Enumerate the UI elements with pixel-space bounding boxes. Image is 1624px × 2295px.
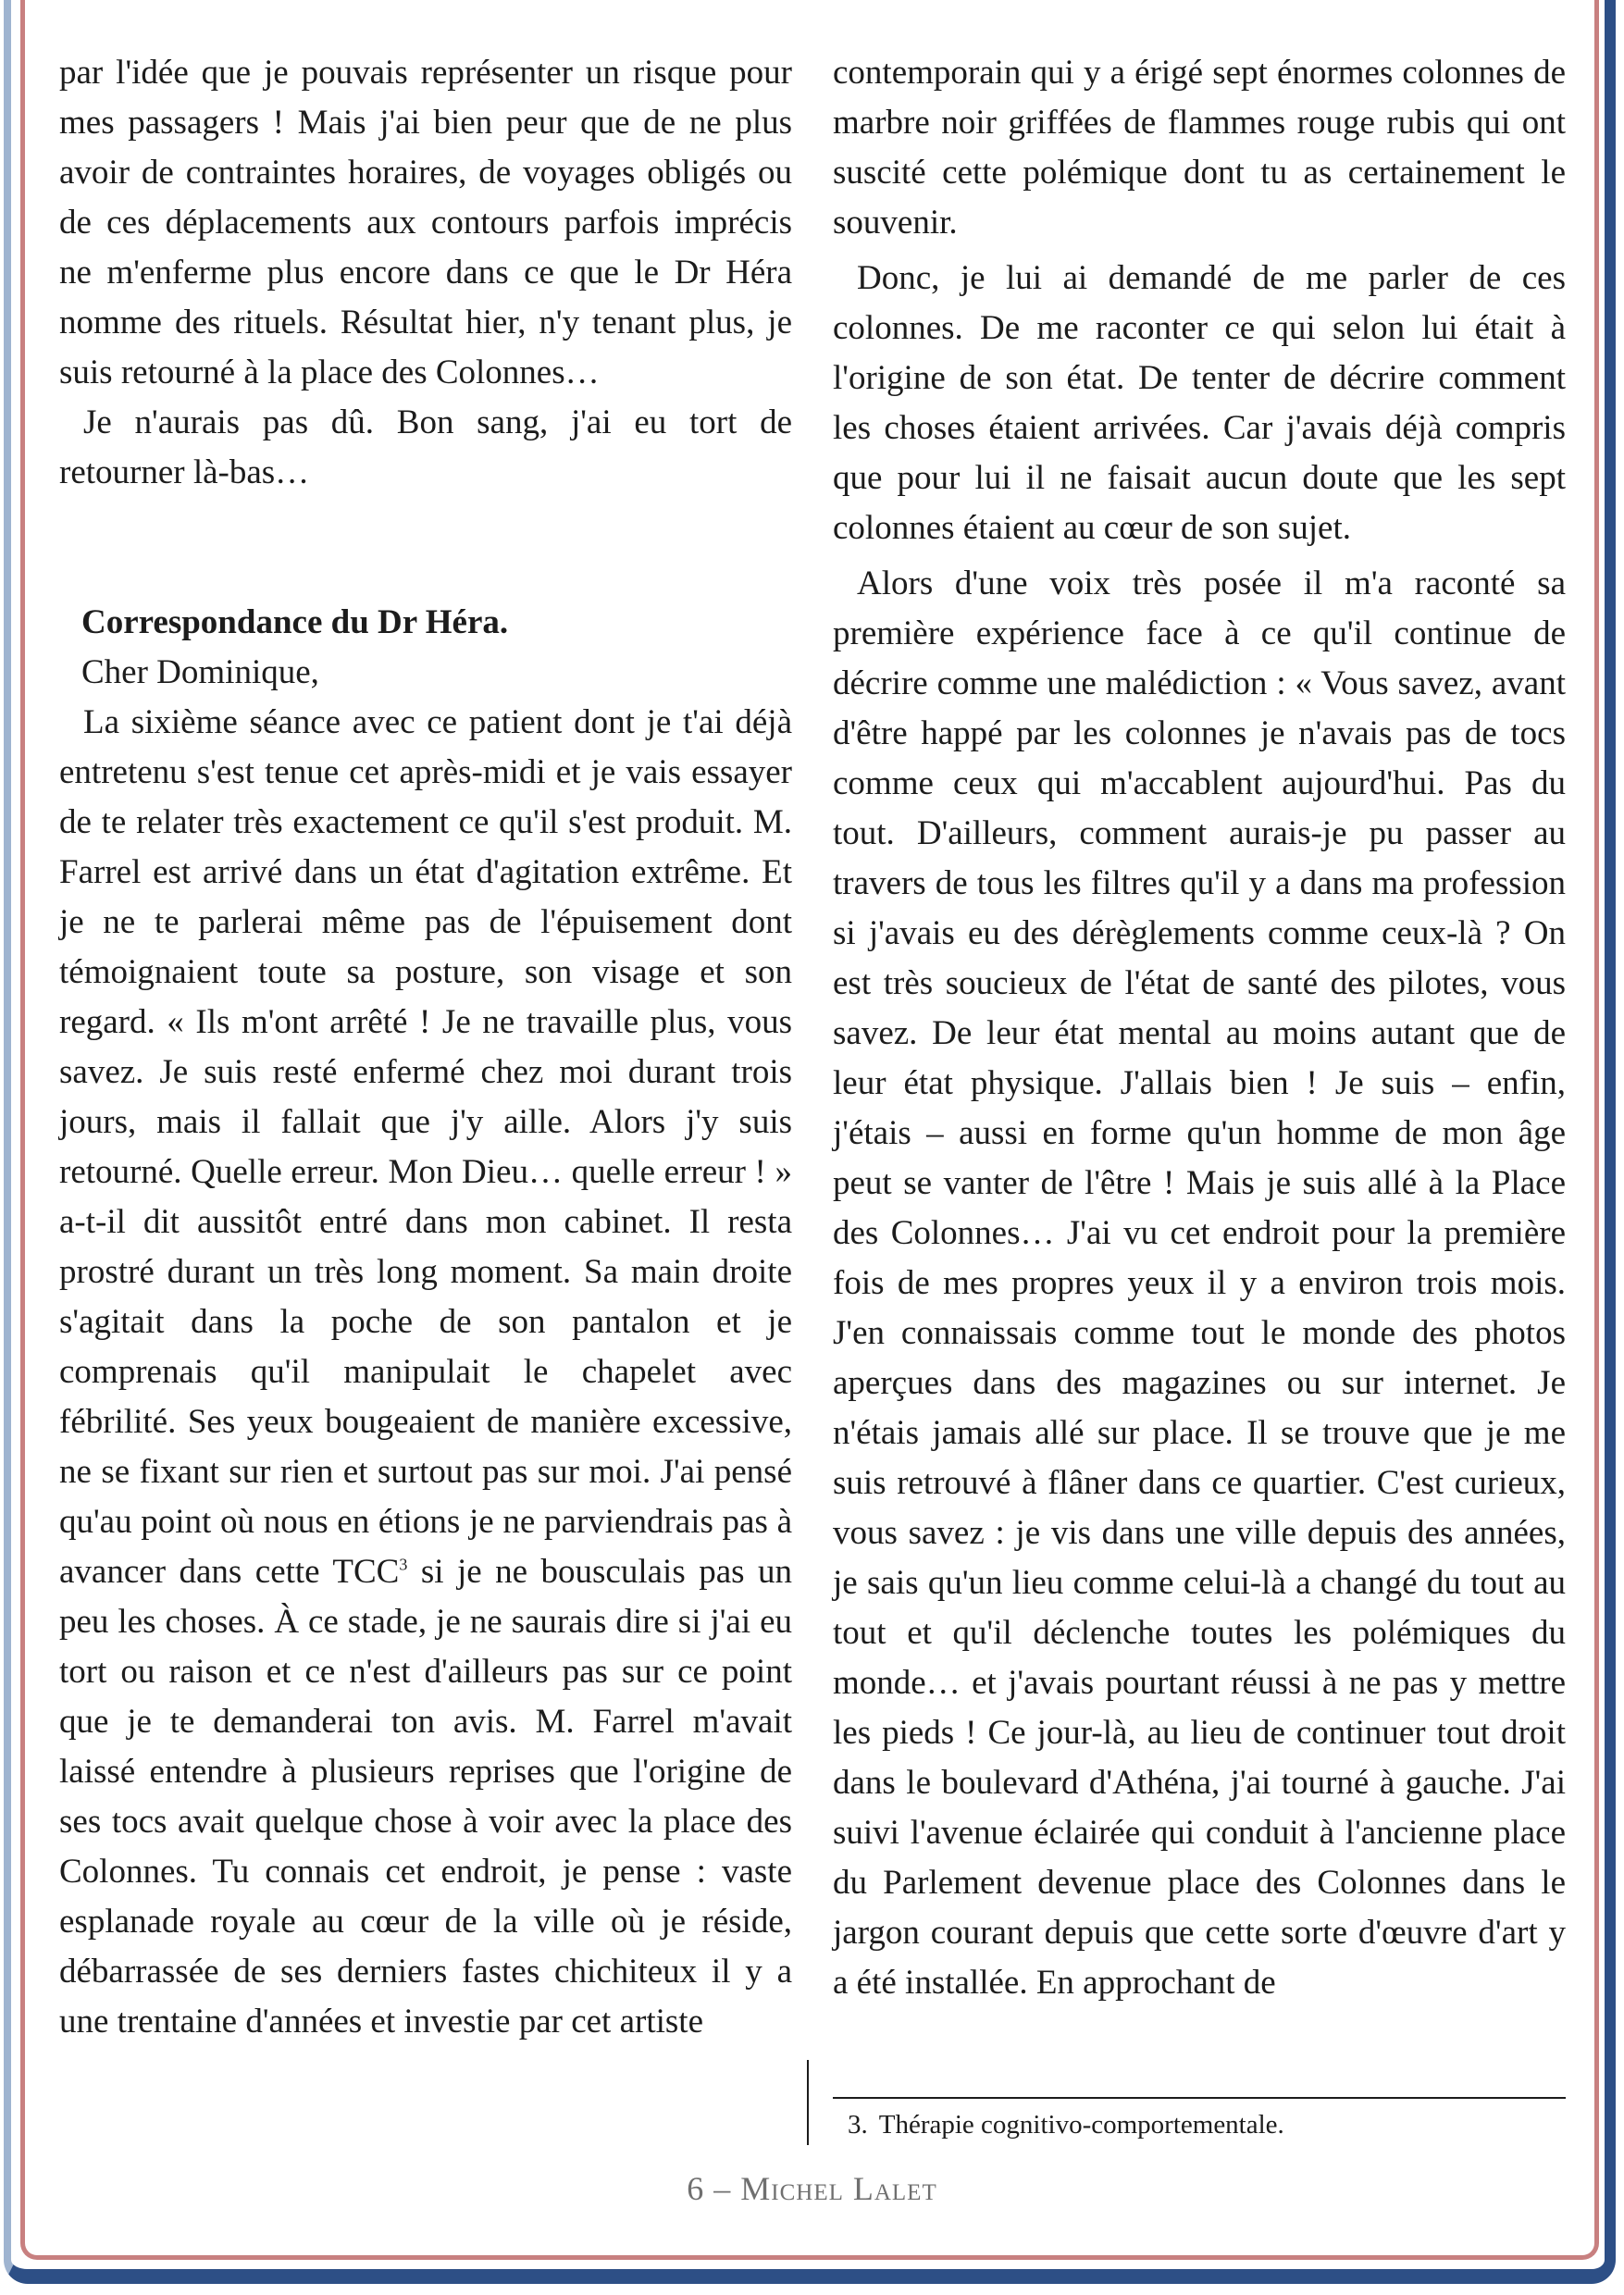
paragraph: Donc, je lui ai demandé de me parler de ces colonnes. De me raconter ce qui selon lui était à l'origine de son état. De tenter de décrire comment les choses étaient arrivées. Car j'avais déjà compris que pour lui il ne faisait aucun doute que les sept colonnes étaient au cœur de son sujet. (833, 259, 1566, 547)
paragraph: par l'idée que je pouvais représenter un risque pour mes passagers ! Mais j'ai bien peur que de ne plus avoir de contraintes horaires, de voyages obligés ou de ces déplacements aux contours parfois imprécis ne m'enferme plus encore dans ce que le Dr Héra nomme des rituels. Résultat hier, n'y tenant plus, je suis retourné à la place des Colonnes… (59, 54, 792, 391)
section-gap (59, 498, 792, 598)
paragraph: Alors d'une voix très posée il m'a raconté sa première expérience face à ce qu'il continue de décrire comme une malédiction : « Vous savez, avant d'être happé par les colonnes je n'avais pas de tocs comme ceux qui m'accablent aujourd'hui. Pas du tout. D'ailleurs, comment aurais-je pu passer au travers de tous les filtres qu'il y a dans ma profession si j'avais eu des dérèglements comme ceux-là ? On est très soucieux de l'état de santé des pilotes, vous savez. De leur état mental au moins autant que de leur état physique. J'allais bien ! Je suis – enfin, j'étais – aussi en forme qu'un homme de mon âge peut se vanter de l'être ! Mais je suis allé à la Place des Colonnes… J'ai vu cet endroit pour la première fois de mes propres yeux il y a environ trois mois. J'en connaissais comme tout le monde des photos aperçues dans des magazines ou sur internet. Je n'étais jamais allé sur place. Il se trouve que je me suis retrouvé à flâner dans ce quartier. C'est curieux, vous savez : je vis dans une ville depuis des années, je sais qu'un lieu comme celui-là a changé du tout au tout et qu'il déclenche toutes les polémiques du monde… et j'avais pourtant réussi à ne pas y mettre les pieds ! Ce jour-là, au lieu de continuer tout droit dans le boulevard d'Athéna, j'ai tourné à gauche. J'ai suivi l'avenue éclairée qui conduit à l'ancienne place du Parlement devenue place des Colonnes dans le jargon courant depuis que cette sorte d'œuvre d'art y a été installée. En approchant de (833, 564, 1566, 2002)
footnote-text: Thérapie cognitivo-comportementale. (878, 2110, 1284, 2140)
left-column (59, 48, 792, 2047)
footer-separator: – (713, 2170, 732, 2207)
footnote (848, 2106, 1284, 2143)
page-number: 6 (687, 2170, 705, 2207)
paragraph-text: si je ne bousculais pas un peu les choses. À ce stade, je ne saurais dire si j'ai eu tort ou raison et ce n'est d'ailleurs pas sur ce point que je te demanderai ton avis. M. Farrel m'avait laissé entendre à plusieurs reprises que l'origine de ses tocs avait quelque chose à voir avec la place des Colonnes. Tu connais cet endroit, je pense : vaste esplanade royale au cœur de la ville où je réside, débarrassée de ses derniers fastes chichiteux il y a une trentaine d'années et investie par cet artiste (59, 1553, 792, 2041)
letter-salutation: Cher Dominique, (81, 653, 319, 691)
page-footer (0, 2169, 1624, 2208)
footnote-reference[interactable]: 3 (399, 1555, 408, 1574)
footnote-rule (833, 2097, 1566, 2099)
column-rule (807, 2060, 809, 2145)
letter-heading: Correspondance du Dr Héra. (81, 603, 509, 641)
right-column (833, 48, 1566, 2008)
paragraph: contemporain qui y a érigé sept énormes colonnes de marbre noir griffées de flammes rouge rubis qui ont suscité cette polémique dont tu as certainement le souvenir. (833, 54, 1566, 242)
footnote-number: 3. (848, 2110, 868, 2140)
paragraph: Je n'aurais pas dû. Bon sang, j'ai eu tort de retourner là-bas… (59, 403, 792, 491)
paragraph-text: La sixième séance avec ce patient dont je t'ai déjà entretenu s'est tenue cet après-midi et je vais essayer de te relater très exactement ce qu'il s'est produit. M. Farrel est arrivé dans un état d'agitation extrême. Et je ne te parlerai même pas de l'épuisement dont témoignaient toute sa posture, son visage et son regard. « Ils m'ont arrêté ! Je ne travaille plus, vous savez. Je suis resté enfermé chez moi durant trois jours, mais il fallait que j'y aille. Alors j'y suis retourné. Quelle erreur. Mon Dieu… quelle erreur ! » a-t-il dit aussitôt entré dans mon cabinet. Il resta prostré durant un très long moment. Sa main droite s'agitait dans la poche de son pantalon et je comprenais qu'il manipulait le chapelet avec fébrilité. Ses yeux bougeaient de manière excessive, ne se fixant sur rien et surtout pas sur moi. J'ai pensé qu'au point où nous en étions je ne parviendrais pas à avancer dans cette TCC (59, 703, 792, 1591)
paragraph (59, 698, 792, 2047)
letter-block (59, 598, 792, 698)
author-name: Michel Lalet (740, 2170, 937, 2207)
